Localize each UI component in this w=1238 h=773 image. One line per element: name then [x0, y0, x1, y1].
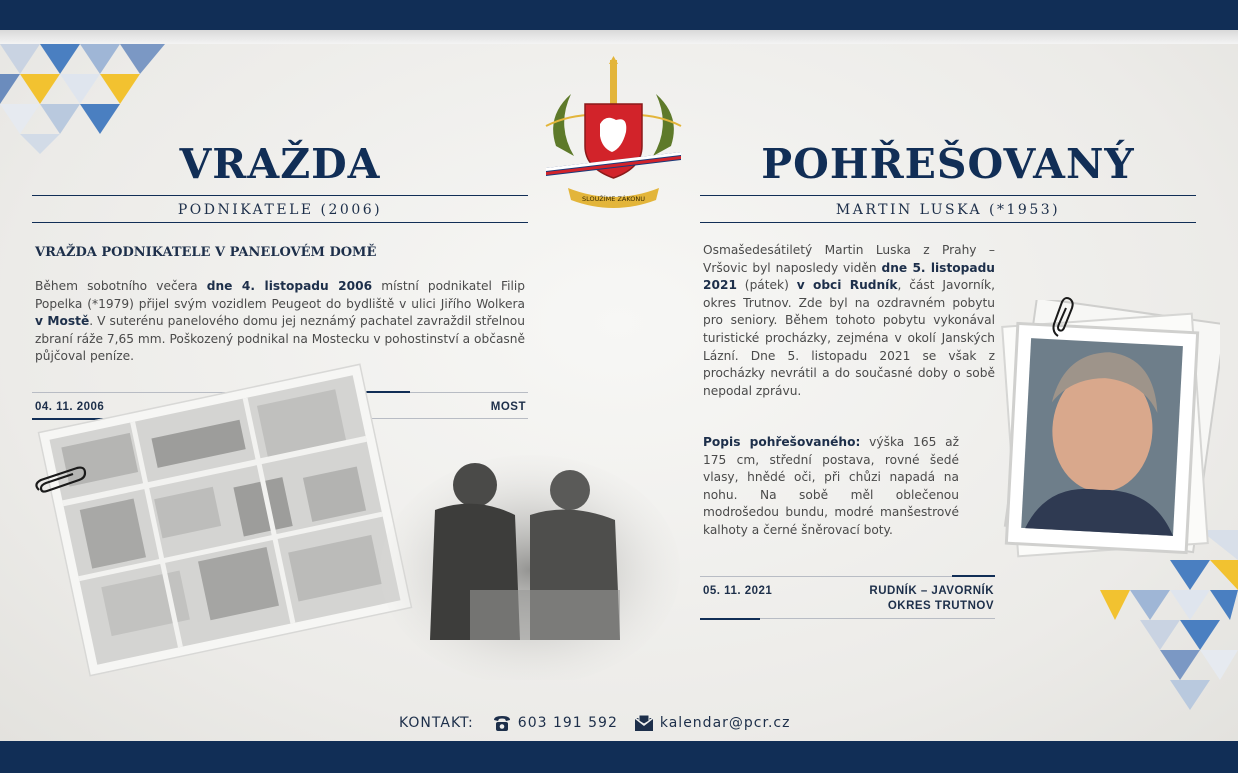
top-strip: [0, 30, 1238, 44]
envelope-icon: [634, 714, 654, 732]
geometric-decoration-top-left: [0, 44, 170, 154]
right-case-date: 05. 11. 2021: [703, 585, 773, 597]
right-case-description: Osmašedesátiletý Martin Luska z Prahy – Vršovic byl naposledy viděn dne 5. listopadu 2021 (pátek) v obci Rudník, část Javorník, okres Trutnov. Zde byl na ozdravném pobytu pro seniory. Během tohoto pobytu vykonával turistické procházky, zejména v okolí Janských Lázní. Dne 5. listopadu 2021 se však z procházky nevrátil a do současné doby o sobě nepodal zprávu.: [703, 243, 995, 398]
right-title-rule: [700, 195, 1196, 196]
contact-label: KONTAKT:: [399, 715, 474, 731]
police-emblem: [536, 56, 691, 216]
left-case-description: Během sobotního večera dne 4. listopadu 2006 místní podnikatel Filip Popelka (*1979) přijel svým vozidlem Peugeot do bydliště v ulici Jiřího Wolkera v Mostě. V suterénu panelového domu jej neznámý pachatel zavraždil střelnou zbraní ráže 7,65 mm. Poškozený podnikal na Mostecku v pohostinství a občasně půjčoval peníze.: [35, 279, 525, 364]
bottom-bar: [0, 741, 1238, 773]
officers-photo: [380, 440, 680, 680]
paperclip-icon: [33, 464, 87, 496]
right-subtitle-rule: [700, 222, 1196, 223]
right-title: POHŘEŠOVANÝ: [761, 140, 1135, 188]
right-case-district: OKRES TRUTNOV: [887, 600, 994, 612]
contact-footer: [399, 713, 806, 733]
right-subtitle: MARTIN LUSKA (*1953): [835, 202, 1061, 218]
left-case-date: 04. 11. 2006: [35, 401, 105, 413]
left-title-rule: [32, 195, 528, 196]
emblem-motto: SLOUŽÍME ZÁKONU: [582, 195, 645, 203]
left-title: VRAŽDA: [179, 140, 381, 188]
left-case-place: MOST: [490, 401, 526, 413]
missing-person-description: Popis pohřešovaného: výška 165 až 175 cm, střední postava, rovné šedé vlasy, hnědé oči, při chůzi napadá na nohu. Na sobě měl oblečenou modrošedou bundu, modré manšestrové kalhoty a černé šněrovací boty.: [703, 435, 959, 537]
missing-person-photo: [990, 300, 1220, 560]
right-meta-rule-bottom-right: [760, 618, 995, 619]
left-subtitle-rule: [32, 222, 528, 223]
contact-phone[interactable]: 603 191 592: [517, 715, 618, 731]
top-bar: [0, 0, 1238, 30]
right-meta-rule-bottom: [700, 618, 760, 620]
right-meta-accent: [952, 575, 995, 577]
paperclip-icon-right: [1050, 296, 1076, 338]
left-meta-rule-bottom-right: [355, 418, 528, 419]
left-subtitle: PODNIKATELE (2006): [177, 202, 383, 218]
right-case-place: RUDNÍK – JAVORNÍK: [869, 585, 994, 597]
phone-icon: [492, 714, 512, 732]
right-meta-rule-top: [700, 576, 995, 577]
left-case-heading: VRAŽDA PODNIKATELE V PANELOVÉM DOMĚ: [35, 245, 377, 260]
contact-email[interactable]: kalendar@pcr.cz: [659, 715, 791, 731]
